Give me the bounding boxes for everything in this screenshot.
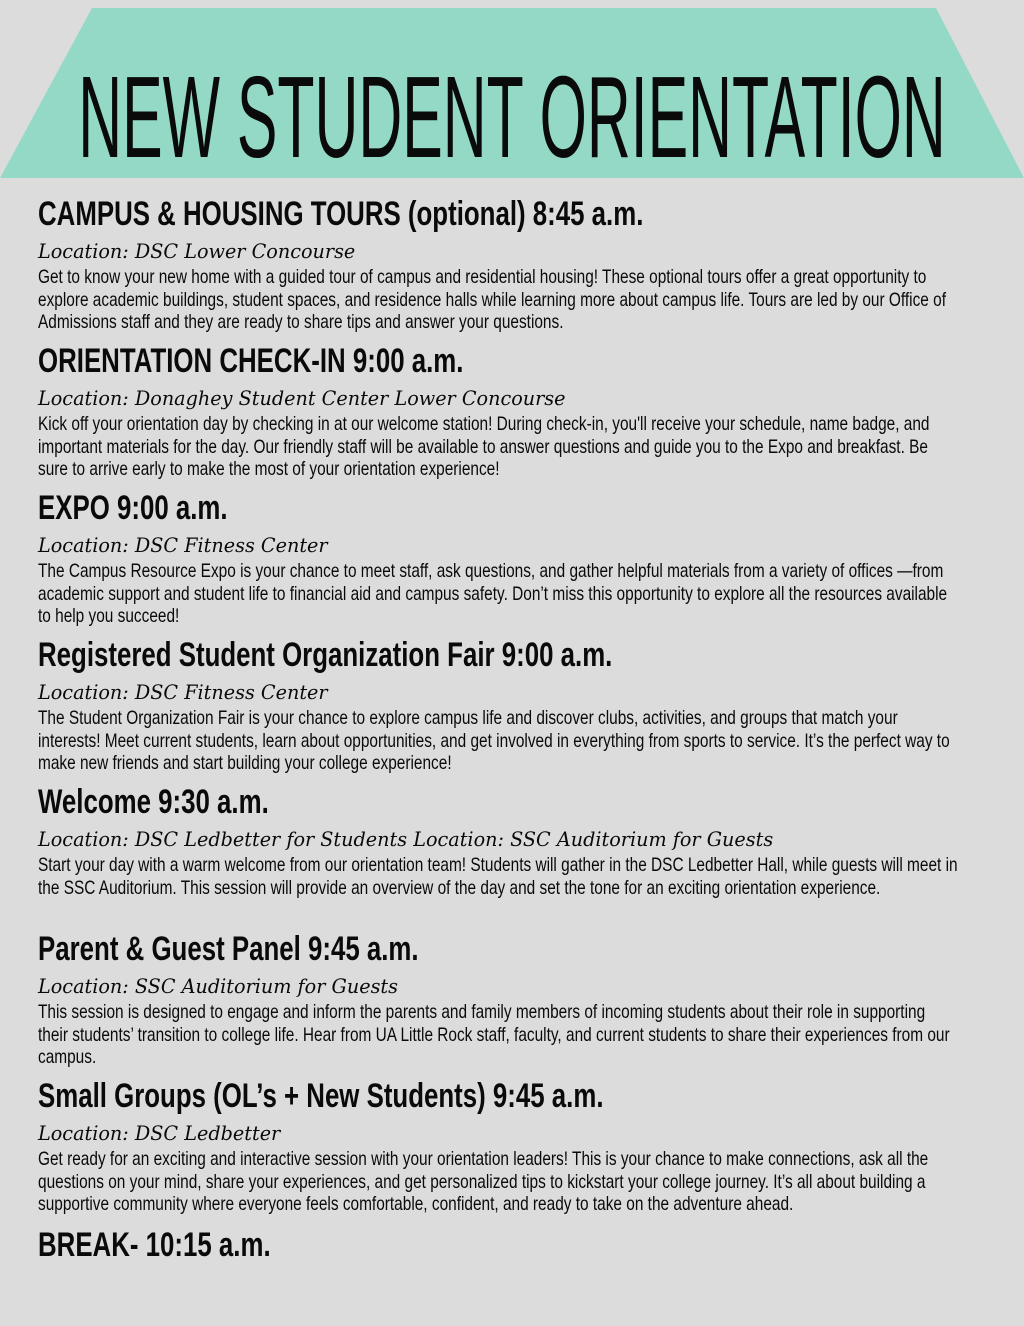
page-title: NEW STUDENT ORIENTATION xyxy=(78,52,946,182)
schedule-item-location: Location: DSC Lower Concourse xyxy=(38,239,356,263)
schedule-item-title: Registered Student Organization Fair 9:00 a.m. xyxy=(38,636,613,674)
schedule-item-description: This session is designed to engage and inform the parents and family members of incoming students about their role in supporting their students’ transition to college life. Hear from UA Little Rock staff, faculty, and current students to share their experiences from our campus. xyxy=(38,1001,950,1069)
schedule-item-description: Kick off your orientation day by checking in at our welcome station! During check-in, you'll receive your schedule, name badge, and important materials for the day. Our friendly staff will be available to answer questions and guide you to the Expo and breakfast. Be sure to arrive early to make the most of your orientation experience! xyxy=(38,413,930,481)
schedule-item-location: Location: DSC Fitness Center xyxy=(38,533,328,557)
schedule-item-location: Location: DSC Ledbetter xyxy=(38,1121,281,1145)
header-banner xyxy=(0,0,1024,180)
schedule-item-expo xyxy=(38,486,962,633)
schedule-item-description: The Student Organization Fair is your chance to explore campus life and discover clubs, activities, and groups that match your interests! Meet current students, learn about opportunities, and get involved in everything from sports to service. It’s the perfect way to make new friends and start building your college experience! xyxy=(38,707,950,775)
schedule-item-title: Parent & Guest Panel 9:45 a.m. xyxy=(38,930,419,968)
schedule-item-location: Location: SSC Auditorium for Guests xyxy=(38,974,398,998)
schedule-item-break xyxy=(38,1223,962,1267)
schedule-item-title: Welcome 9:30 a.m. xyxy=(38,783,269,821)
schedule-item-title: BREAK- 10:15 a.m. xyxy=(38,1226,271,1264)
schedule-item-description: Start your day with a warm welcome from our orientation team! Students will gather in the DSC Ledbetter Hall, while guests will meet in the SSC Auditorium. This session will provide an overview of the day and set the tone for an exciting orientation experience. xyxy=(38,854,958,899)
schedule-item-welcome xyxy=(38,780,962,927)
schedule-item-org-fair xyxy=(38,633,962,780)
schedule-item-campus-tours xyxy=(38,192,962,339)
schedule-item-description: Get to know your new home with a guided tour of campus and residential housing! These optional tours offer a great opportunity to explore academic buildings, student spaces, and residence halls while learning more about campus life. Tours are led by our Office of Admissions staff and they are ready to share tips and answer your questions. xyxy=(38,266,946,334)
schedule-item-title: Small Groups (OL’s + New Students) 9:45 a.m. xyxy=(38,1077,604,1115)
schedule-item-description: Get ready for an exciting and interactive session with your orientation leaders! This is your chance to make connections, ask all the questions on your mind, share your experiences, and get personalized tips to kickstart your college journey. It’s all about building a supportive community where everyone feels comfortable, confident, and ready to take on the adventure ahead. xyxy=(38,1148,929,1216)
schedule-item-description: The Campus Resource Expo is your chance to meet staff, ask questions, and gather helpful materials from a variety of offices —from academic support and student life to financial aid and campus safety. Don’t miss this opportunity to explore all the resources available to help you succeed! xyxy=(38,560,948,628)
schedule-item-title: CAMPUS & HOUSING TOURS (optional) 8:45 a.m. xyxy=(38,195,644,233)
schedule-item-location: Location: Donaghey Student Center Lower Concourse xyxy=(38,386,566,410)
schedule-item-title: ORIENTATION CHECK-IN 9:00 a.m. xyxy=(38,342,464,380)
schedule xyxy=(38,192,962,1267)
schedule-item-small-groups xyxy=(38,1074,962,1221)
schedule-item-location: Location: DSC Ledbetter for Students Location: SSC Auditorium for Guests xyxy=(38,827,774,851)
schedule-item-title: EXPO 9:00 a.m. xyxy=(38,489,228,527)
schedule-item-location: Location: DSC Fitness Center xyxy=(38,680,328,704)
schedule-item-parent-panel xyxy=(38,927,962,1074)
schedule-item-check-in xyxy=(38,339,962,486)
